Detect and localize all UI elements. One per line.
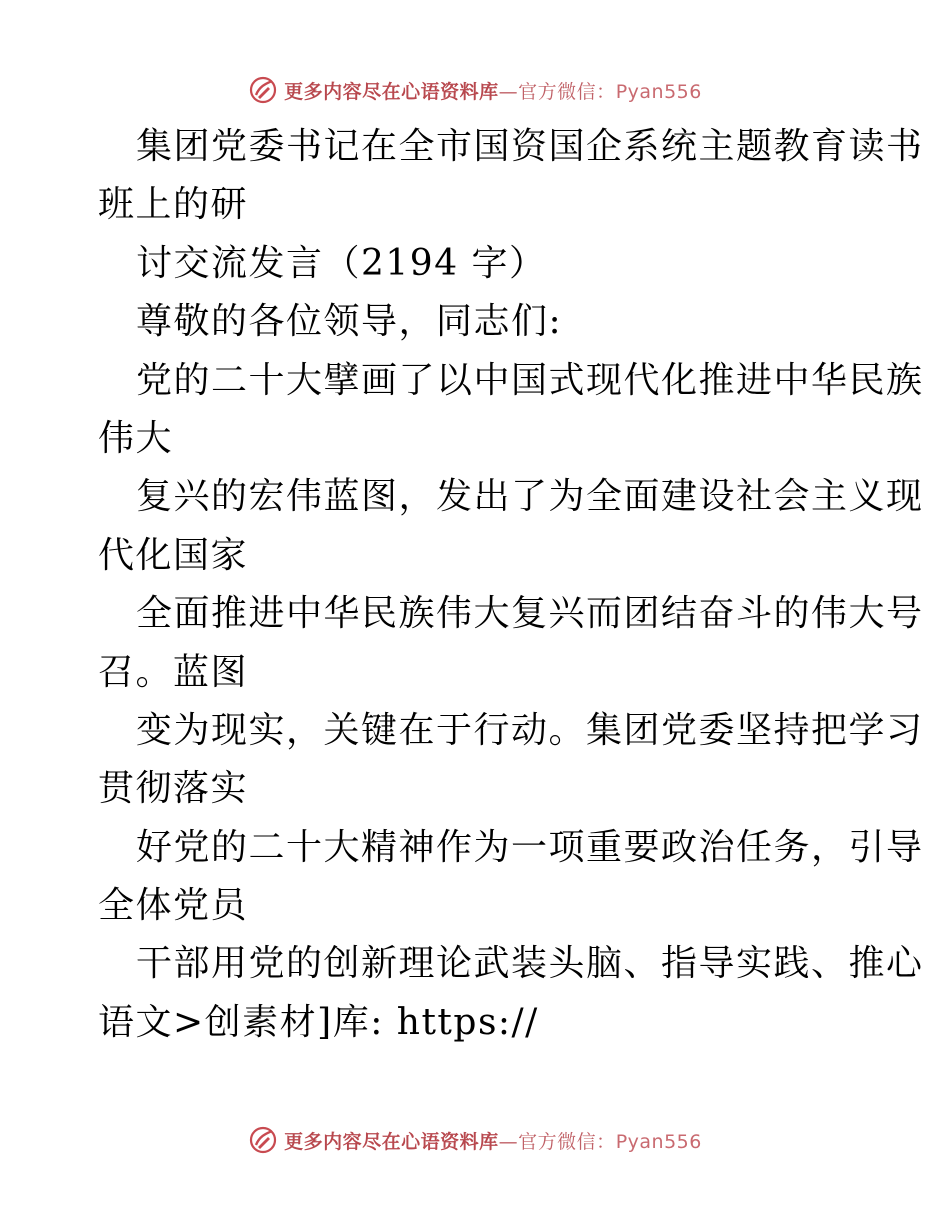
watermark-sub-text: 官方微信：	[518, 1130, 616, 1153]
text-line: 代化国家	[98, 534, 249, 576]
watermark-wechat-id: Pyan556	[615, 1130, 702, 1153]
text-line: 好党的二十大精神作为一项重要政治任务，引导	[136, 826, 924, 868]
watermark-dash: —	[498, 1130, 519, 1153]
text-line: 全体党员	[98, 885, 249, 927]
document-body	[98, 118, 924, 1052]
watermark-main-text: 更多内容尽在心语资料库	[284, 1130, 499, 1153]
text-line: 伟大	[98, 417, 174, 459]
text-line: 语文>创素材]库: https://	[98, 1001, 539, 1043]
text-line: 党的二十大擘画了以中国式现代化推进中华民族	[136, 359, 924, 401]
text-line: 尊敬的各位领导，同志们:	[136, 301, 563, 343]
text-line: 贯彻落实	[98, 768, 249, 810]
footer-watermark	[0, 1122, 950, 1158]
text-line: 召。蓝图	[98, 651, 249, 693]
text-line: 全面推进中华民族伟大复兴而团结奋斗的伟大号	[136, 593, 924, 635]
text-line: 讨交流发言（2194 字）	[136, 242, 547, 284]
watermark-dash: —	[498, 80, 519, 103]
text-line: 集团党委书记在全市国资国企系统主题教育读书	[136, 126, 924, 167]
watermark-wechat-id: Pyan556	[615, 80, 702, 103]
text-line: 干部用党的创新理论武装头脑、指导实践、推心	[136, 943, 924, 985]
text-line: 班上的研	[98, 184, 249, 226]
pen-swirl-logo-icon	[248, 75, 278, 105]
pen-swirl-logo-icon	[248, 1125, 278, 1155]
watermark-text	[284, 1127, 702, 1154]
text-line: 复兴的宏伟蓝图，发出了为全面建设社会主义现	[136, 476, 924, 518]
text-line: 变为现实，关键在于行动。集团党委坚持把学习	[136, 709, 924, 751]
watermark-main-text: 更多内容尽在心语资料库	[284, 80, 499, 103]
watermark-text	[284, 77, 702, 104]
header-watermark	[0, 72, 950, 108]
watermark-sub-text: 官方微信：	[518, 80, 616, 103]
